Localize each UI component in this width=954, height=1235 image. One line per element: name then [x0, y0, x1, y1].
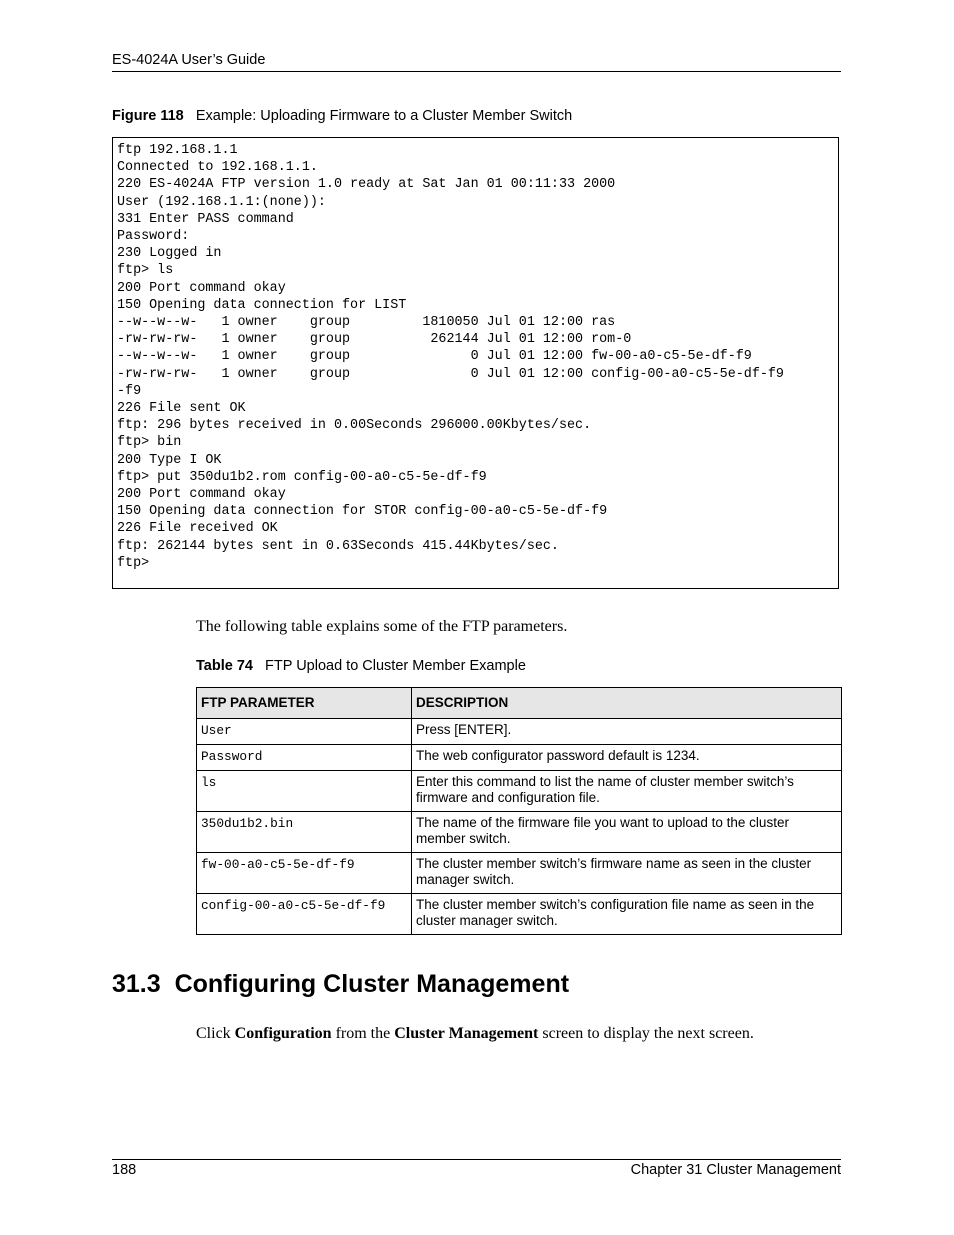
cluster-management-term: Cluster Management: [394, 1025, 539, 1042]
table-row: [197, 745, 842, 771]
table-title: FTP Upload to Cluster Member Example: [265, 658, 526, 674]
figure-caption: [112, 108, 572, 124]
section-title: Configuring Cluster Management: [174, 970, 570, 998]
description-cell: Enter this command to list the name of cluster member switch’s firmware and configuration file.: [412, 771, 842, 812]
parameter-cell: ls: [197, 771, 412, 812]
table-row: [197, 812, 842, 853]
parameter-cell: config-00-a0-c5-5e-df-f9: [197, 894, 412, 935]
description-cell: The name of the firmware file you want to upload to the cluster member switch.: [412, 812, 842, 853]
section-heading: [112, 970, 569, 999]
figure-label: Figure 118: [112, 108, 184, 124]
figure-title: Example: Uploading Firmware to a Cluster Member Switch: [195, 108, 573, 124]
running-header-title: ES-4024A User’s Guide: [112, 52, 266, 68]
description-cell: The web configurator password default is 1234.: [412, 745, 842, 771]
description-cell: Press [ENTER].: [412, 719, 842, 745]
column-header-description: DESCRIPTION: [412, 688, 842, 719]
description-cell: The cluster member switch’s firmware name as seen in the cluster manager switch.: [412, 853, 842, 894]
table-caption: [196, 658, 526, 674]
parameter-cell: fw-00-a0-c5-5e-df-f9: [197, 853, 412, 894]
intro-paragraph: The following table explains some of the FTP parameters.: [196, 618, 568, 635]
ftp-parameter-table: [196, 687, 842, 935]
body-paragraph: [196, 1025, 754, 1043]
description-cell: The cluster member switch’s configuration file name as seen in the cluster manager switch.: [412, 894, 842, 935]
column-header-parameter: FTP PARAMETER: [197, 688, 412, 719]
header-rule: [112, 71, 841, 72]
table-label: Table 74: [196, 658, 253, 674]
table-row: [197, 719, 842, 745]
table-row: [197, 853, 842, 894]
footer-rule: [112, 1159, 841, 1160]
section-number: 31.3: [112, 970, 161, 998]
table-header-row: [197, 688, 842, 719]
body-text-prefix: Click: [196, 1025, 235, 1042]
page-number: 188: [112, 1162, 137, 1178]
code-listing-box: [112, 137, 839, 589]
body-text-middle: from the: [331, 1025, 395, 1042]
parameter-cell: 350du1b2.bin: [197, 812, 412, 853]
table-row: [197, 771, 842, 812]
parameter-cell: Password: [197, 745, 412, 771]
code-listing: ftp 192.168.1.1 Connected to 192.168.1.1. 220 ES-4024A FTP version 1.0 ready at Sat Jan 01 00:11:33 2000 User (192.168.1.1:(none)): 331 Enter PASS command Password: 230 Logged in ftp> ls 200 Port command okay 150 Opening data connection for LIST --w--w--w- 1 owner group 1810050 Jul 01 12:00 ras -rw-rw-rw- 1 owner group 262144 Jul 01 12:00 rom-0 --w--w--w- 1 owner group 0 Jul 01 12:00 fw-00-a0-c5-5e-df-f9 -rw-rw-rw- 1 owner group 0 Jul 01 12:00 config-00-a0-c5-5e-df-f9 -f9 226 File sent OK ftp: 296 bytes received in 0.00Seconds 296000.00Kbytes/sec. ftp> bin 200 Type I OK ftp> put 350du1b2.rom config-00-a0-c5-5e-df-f9 200 Port command okay 150 Opening data connection for STOR config-00-a0-c5-5e-df-f9 226 File received OK ftp: 262144 bytes sent in 0.63Seconds 415.44Kbytes/sec. ftp>: [117, 143, 784, 571]
body-text-suffix: screen to display the next screen.: [538, 1025, 754, 1042]
parameter-cell: User: [197, 719, 412, 745]
configuration-term: Configuration: [234, 1025, 332, 1042]
table-row: [197, 894, 842, 935]
footer-chapter-title: Chapter 31 Cluster Management: [630, 1162, 841, 1178]
